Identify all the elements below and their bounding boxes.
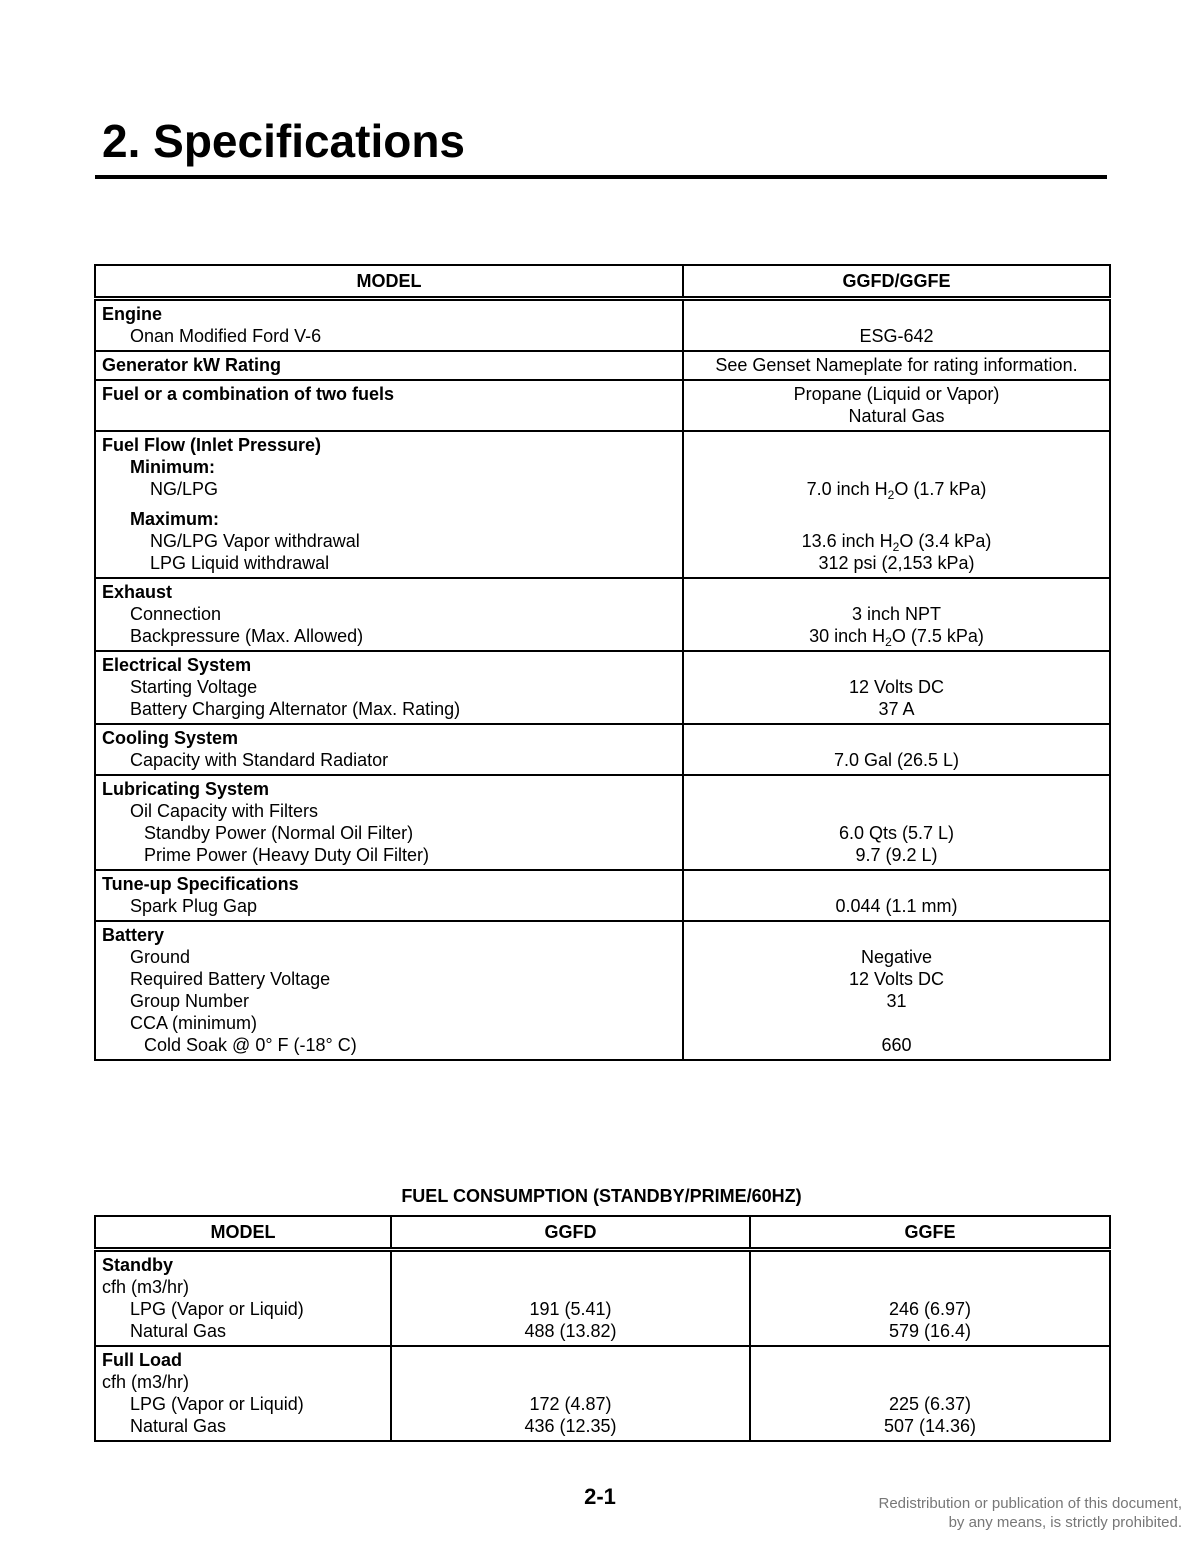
battery-ground: Ground (130, 947, 191, 967)
fuel-value-2: Natural Gas (848, 406, 945, 426)
exhaust-backpressure-value: 30 inch $H_2O$ (7.5 kPa) (809, 626, 984, 649)
fuel-consumption-title: FUEL CONSUMPTION (STANDBY/PRIME/60HZ) (401, 1186, 802, 1206)
full-load-lpg-ggfd: 172 (4.87) (529, 1394, 612, 1414)
lubricating-oil: Oil Capacity with Filters (130, 801, 319, 821)
row-engine (95, 299, 1110, 352)
fuel-header-model: MODEL (95, 1216, 391, 1250)
row-cooling (95, 724, 1110, 775)
kw-rating-value: See Genset Nameplate for rating information. (715, 355, 1078, 375)
electrical-starting: Starting Voltage (130, 677, 258, 697)
battery-title: Battery (102, 925, 165, 945)
standby-lpg: LPG (Vapor or Liquid) (130, 1299, 304, 1319)
electrical-alternator: Battery Charging Alternator (Max. Rating) (130, 699, 461, 719)
battery-cold-soak-value: 660 (881, 1035, 912, 1055)
battery-group: Group Number (130, 991, 250, 1011)
electrical-alternator-value: 37 A (878, 699, 915, 719)
header-value: GGFD/GGFE (683, 265, 1110, 299)
exhaust-backpressure: Backpressure (Max. Allowed) (130, 626, 364, 646)
title-rule (95, 175, 1107, 179)
fuel-flow-liquid-value: 312 psi (2,153 kPa) (818, 553, 975, 573)
fuel-flow-maximum: Maximum: (130, 509, 220, 529)
standby-ng: Natural Gas (130, 1321, 227, 1341)
fuel-flow-vapor-value: 13.6 inch $H_2O$ (3.4 kPa) (801, 531, 992, 554)
engine-item: Onan Modified Ford V-6 (130, 326, 322, 346)
engine-value: ESG-642 (859, 326, 934, 346)
lubricating-prime: Prime Power (Heavy Duty Oil Filter) (144, 845, 430, 865)
redistribution-notice (878, 1494, 1182, 1532)
cooling-title: Cooling System (102, 728, 239, 748)
lubricating-standby: Standby Power (Normal Oil Filter) (144, 823, 414, 843)
electrical-starting-value: 12 Volts DC (848, 677, 945, 697)
engine-title: Engine (102, 304, 163, 324)
page-number: 2-1 (584, 1484, 616, 1509)
row-battery (95, 921, 1110, 1060)
standby-title: Standby (102, 1255, 174, 1275)
standby-ng-ggfd: 488 (13.82) (524, 1321, 617, 1341)
fuel-row-standby (95, 1250, 1110, 1347)
page-title: 2. Specifications (102, 115, 466, 167)
exhaust-connection-value: 3 inch NPT (851, 604, 942, 624)
spec-header-row (95, 265, 1110, 299)
notice-line-1: Redistribution or publication of this document, (878, 1495, 1182, 1512)
full-load-unit: cfh (m3/hr) (102, 1372, 190, 1392)
row-electrical (95, 651, 1110, 724)
battery-ground-value: Negative (860, 947, 933, 967)
fuel-row-full-load (95, 1346, 1110, 1441)
fuel-flow-ng-lpg: NG/LPG (150, 479, 219, 499)
row-fuel (95, 380, 1110, 431)
fuel-header-ggfe: GGFE (750, 1216, 1110, 1250)
notice-line-2: by any means, is strictly prohibited. (948, 1514, 1182, 1531)
standby-unit: cfh (m3/hr) (102, 1277, 190, 1297)
fuel-flow-vapor: NG/LPG Vapor withdrawal (150, 531, 360, 551)
header-model: MODEL (95, 265, 683, 299)
fuel-header-ggfd: GGFD (391, 1216, 750, 1250)
battery-cold-soak: Cold Soak @ 0° F (-18° C) (144, 1035, 357, 1055)
battery-voltage-value: 12 Volts DC (848, 969, 945, 989)
kw-rating-title: Generator kW Rating (102, 355, 282, 375)
battery-cca: CCA (minimum) (130, 1013, 258, 1033)
row-exhaust (95, 578, 1110, 651)
full-load-ng: Natural Gas (130, 1416, 227, 1436)
fuel-flow-title: Fuel Flow (Inlet Pressure) (102, 435, 322, 455)
fuel-value-1: Propane (Liquid or Vapor) (793, 384, 1000, 404)
standby-lpg-ggfd: 191 (5.41) (529, 1299, 612, 1319)
tuneup-spark-value: 0.044 (1.1 mm) (835, 896, 958, 916)
row-fuel-flow (95, 431, 1110, 578)
tuneup-spark: Spark Plug Gap (130, 896, 258, 916)
fuel-header-row (95, 1216, 1110, 1250)
full-load-lpg-ggfe: 225 (6.37) (888, 1394, 972, 1414)
lubricating-title: Lubricating System (102, 779, 270, 799)
fuel-flow-liquid: LPG Liquid withdrawal (150, 553, 330, 573)
full-load-title: Full Load (102, 1350, 182, 1370)
standby-ng-ggfe: 579 (16.4) (888, 1321, 972, 1341)
exhaust-connection: Connection (130, 604, 222, 624)
row-lubricating (95, 775, 1110, 870)
lubricating-prime-value: 9.7 (9.2 L) (855, 845, 938, 865)
fuel-consumption-table (94, 1215, 1111, 1442)
full-load-ng-ggfe: 507 (14.36) (883, 1416, 977, 1436)
row-tuneup (95, 870, 1110, 921)
row-kw-rating (95, 351, 1110, 380)
tuneup-title: Tune-up Specifications (102, 874, 299, 894)
fuel-flow-minimum: Minimum: (130, 457, 215, 477)
electrical-title: Electrical System (102, 655, 252, 675)
cooling-capacity: Capacity with Standard Radiator (130, 750, 389, 770)
fuel-title: Fuel or a combination of two fuels (102, 384, 395, 404)
exhaust-title: Exhaust (102, 582, 173, 602)
cooling-capacity-value: 7.0 Gal (26.5 L) (833, 750, 960, 770)
specifications-table (94, 264, 1111, 1061)
battery-voltage: Required Battery Voltage (130, 969, 331, 989)
battery-group-value: 31 (886, 991, 907, 1011)
full-load-lpg: LPG (Vapor or Liquid) (130, 1394, 304, 1414)
fuel-flow-ng-lpg-value: 7.0 inch $H_2O$ (1.7 kPa) (806, 479, 987, 502)
standby-lpg-ggfe: 246 (6.97) (888, 1299, 972, 1319)
lubricating-standby-value: 6.0 Qts (5.7 L) (838, 823, 955, 843)
full-load-ng-ggfd: 436 (12.35) (524, 1416, 617, 1436)
